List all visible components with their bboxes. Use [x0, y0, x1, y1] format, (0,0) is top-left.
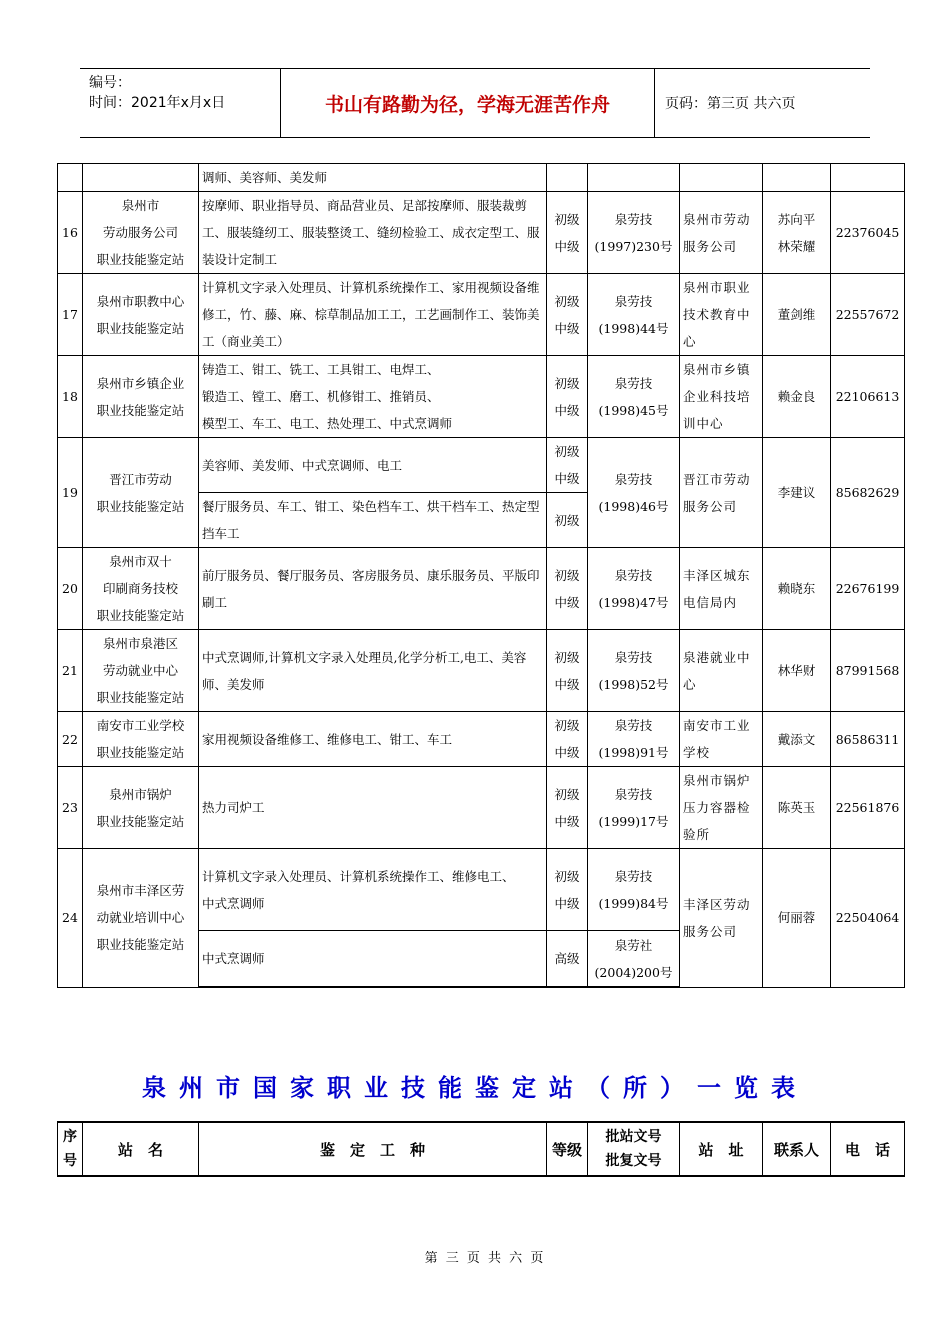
- section-title: 泉州市国家职业技能鉴定站（所）一览表: [142, 1074, 808, 1102]
- cell-addr: 泉州市劳动服务公司: [680, 192, 763, 274]
- cell-phone: 22561876: [831, 767, 905, 849]
- col-header-no: 序 号: [58, 1122, 83, 1176]
- cell-phone: 22676199: [831, 548, 905, 630]
- cell-doc: 泉劳技 (1997)230号: [588, 192, 680, 274]
- cell-station: 泉州市锅炉 职业技能鉴定站: [83, 767, 199, 849]
- cell-doc: 泉劳技 (1998)47号: [588, 548, 680, 630]
- cell-doc: [588, 164, 680, 192]
- cell-contact: 何丽蓉: [763, 849, 831, 988]
- cell-doc: 泉劳技 (1998)91号: [588, 712, 680, 767]
- col-header-level: 等级: [547, 1122, 588, 1176]
- cell-addr: 泉州市乡镇企业科技培训中心: [680, 356, 763, 438]
- number-label: 编号：: [89, 75, 131, 91]
- cell-level: 初级 中级: [547, 712, 588, 767]
- cell-phone: 87991568: [831, 630, 905, 712]
- cell-station: [83, 164, 199, 192]
- cell-phone: 22504064: [831, 849, 905, 988]
- cell-phone: 85682629: [831, 438, 905, 548]
- table-row: [58, 712, 905, 767]
- header-motto: 书山有路勤为径，学海无涯苦作舟: [281, 69, 655, 137]
- cell-types: 餐厅服务员、车工、钳工、染色档车工、烘干档车工、热定型挡车工: [199, 493, 547, 548]
- cell-doc: 泉劳社 (2004)200号: [588, 931, 680, 988]
- cell-contact: 戴添文: [763, 712, 831, 767]
- table-row: [58, 356, 905, 438]
- cell-addr: 丰泽区城东电信局内: [680, 548, 763, 630]
- cell-level: 初级 中级: [547, 356, 588, 438]
- cell-phone: 22106613: [831, 356, 905, 438]
- cell-types: 美容师、美发师、中式烹调师、电工: [199, 438, 547, 493]
- cell-addr: 泉州市职业技术教育中心: [680, 274, 763, 356]
- cell-station: 泉州市 劳动服务公司 职业技能鉴定站: [83, 192, 199, 274]
- cell-types: 铸造工、钳工、铣工、工具钳工、电焊工、 锻造工、镗工、磨工、机修钳工、推销员、 模型工、车工、电工、热处理工、中式烹调师: [199, 356, 547, 438]
- cell-doc: 泉劳技 (1999)17号: [588, 767, 680, 849]
- cell-contact: [763, 164, 831, 192]
- table-row-continued: [58, 164, 905, 192]
- stations-table: [57, 163, 905, 988]
- cell-no: [58, 164, 83, 192]
- cell-no: 20: [58, 548, 83, 630]
- header-page-info: 页码：第三页 共六页: [665, 96, 796, 112]
- header-meta: [80, 69, 281, 137]
- cell-addr: 丰泽区劳动服务公司: [680, 849, 763, 988]
- cell-level: 初级 中级: [547, 849, 588, 931]
- cell-no: 18: [58, 356, 83, 438]
- page-header: [80, 68, 870, 138]
- cell-contact: 董剑维: [763, 274, 831, 356]
- cell-addr: 泉州市锅炉压力容器检验所: [680, 767, 763, 849]
- cell-doc: 泉劳技 (1999)84号: [588, 849, 680, 931]
- col-header-addr: 站 址: [680, 1122, 763, 1176]
- table-row: [58, 630, 905, 712]
- cell-addr: 晋江市劳动服务公司: [680, 438, 763, 548]
- cell-level: 初级 中级: [547, 438, 588, 493]
- cell-no: 24: [58, 849, 83, 988]
- cell-station: 泉州市职教中心 职业技能鉴定站: [83, 274, 199, 356]
- cell-doc: 泉劳技 (1998)52号: [588, 630, 680, 712]
- time-label: 时间：2021年x月x日: [89, 95, 226, 111]
- cell-doc: 泉劳技 (1998)44号: [588, 274, 680, 356]
- cell-level: 初级: [547, 493, 588, 548]
- cell-types: 中式烹调师,计算机文字录入处理员,化学分析工,电工、美容师、美发师: [199, 630, 547, 712]
- table-row: [58, 192, 905, 274]
- cell-doc: 泉劳技 (1998)45号: [588, 356, 680, 438]
- cell-types: 热力司炉工: [199, 767, 547, 849]
- cell-phone: 22557672: [831, 274, 905, 356]
- page-footer: 第 三 页 共 六 页: [424, 1251, 546, 1266]
- cell-no: 23: [58, 767, 83, 849]
- table-row: [58, 548, 905, 630]
- table-row: [58, 767, 905, 849]
- cell-level: 初级 中级: [547, 274, 588, 356]
- cell-addr: 泉港就业中心: [680, 630, 763, 712]
- cell-level: 初级 中级: [547, 767, 588, 849]
- cell-no: 17: [58, 274, 83, 356]
- cell-contact: 林华财: [763, 630, 831, 712]
- cell-phone: 86586311: [831, 712, 905, 767]
- cell-contact: 赖晓东: [763, 548, 831, 630]
- cell-doc: 泉劳技 (1998)46号: [588, 438, 680, 548]
- column-header-row: [58, 1122, 905, 1176]
- cell-no: 21: [58, 630, 83, 712]
- cell-phone: 22376045: [831, 192, 905, 274]
- cell-station: 泉州市丰泽区劳 动就业培训中心 职业技能鉴定站: [83, 849, 199, 988]
- cell-no: 22: [58, 712, 83, 767]
- col-header-doc: 批站文号 批复文号: [588, 1122, 680, 1176]
- cell-no: 19: [58, 438, 83, 548]
- cell-addr: 南安市工业学校: [680, 712, 763, 767]
- cell-level: 初级 中级: [547, 192, 588, 274]
- col-header-station: 站 名: [83, 1122, 199, 1176]
- cell-contact: 苏向平 林荣耀: [763, 192, 831, 274]
- cell-station: 泉州市泉港区 劳动就业中心 职业技能鉴定站: [83, 630, 199, 712]
- col-header-contact: 联系人: [763, 1122, 831, 1176]
- cell-types: 前厅服务员、餐厅服务员、客房服务员、康乐服务员、平版印刷工: [199, 548, 547, 630]
- cell-phone: [831, 164, 905, 192]
- cell-contact: 李建议: [763, 438, 831, 548]
- cell-contact: 赖金良: [763, 356, 831, 438]
- table-row: [58, 438, 905, 493]
- cell-types: 计算机文字录入处理员、计算机系统操作工、家用视频设备维修工，竹、藤、麻、棕草制品加工工，工艺画制作工、装饰美工（商业美工）: [199, 274, 547, 356]
- cell-level: 初级 中级: [547, 630, 588, 712]
- cell-types: 中式烹调师: [199, 931, 547, 988]
- col-header-phone: 电 话: [831, 1122, 905, 1176]
- cell-types: 按摩师、职业指导员、商品营业员、足部按摩师、服装裁剪工、服装缝纫工、服装整烫工、缝纫检验工、成衣定型工、服装设计定制工: [199, 192, 547, 274]
- cell-contact: 陈英玉: [763, 767, 831, 849]
- cell-addr: [680, 164, 763, 192]
- cell-station: 南安市工业学校 职业技能鉴定站: [83, 712, 199, 767]
- col-header-types: 鉴 定 工 种: [199, 1122, 547, 1176]
- table-row: [58, 849, 905, 931]
- cell-station: 泉州市乡镇企业 职业技能鉴定站: [83, 356, 199, 438]
- cell-level: 高级: [547, 931, 588, 988]
- cell-level: [547, 164, 588, 192]
- cell-station: 晋江市劳动 职业技能鉴定站: [83, 438, 199, 548]
- cell-no: 16: [58, 192, 83, 274]
- cell-types: 计算机文字录入处理员、计算机系统操作工、维修电工、 中式烹调师: [199, 849, 547, 931]
- table-row: [58, 274, 905, 356]
- column-header-table: [57, 1121, 905, 1177]
- cell-types: 家用视频设备维修工、维修电工、钳工、车工: [199, 712, 547, 767]
- cell-station: 泉州市双十 印刷商务技校 职业技能鉴定站: [83, 548, 199, 630]
- cell-types: 调师、美容师、美发师: [199, 164, 547, 192]
- cell-level: 初级 中级: [547, 548, 588, 630]
